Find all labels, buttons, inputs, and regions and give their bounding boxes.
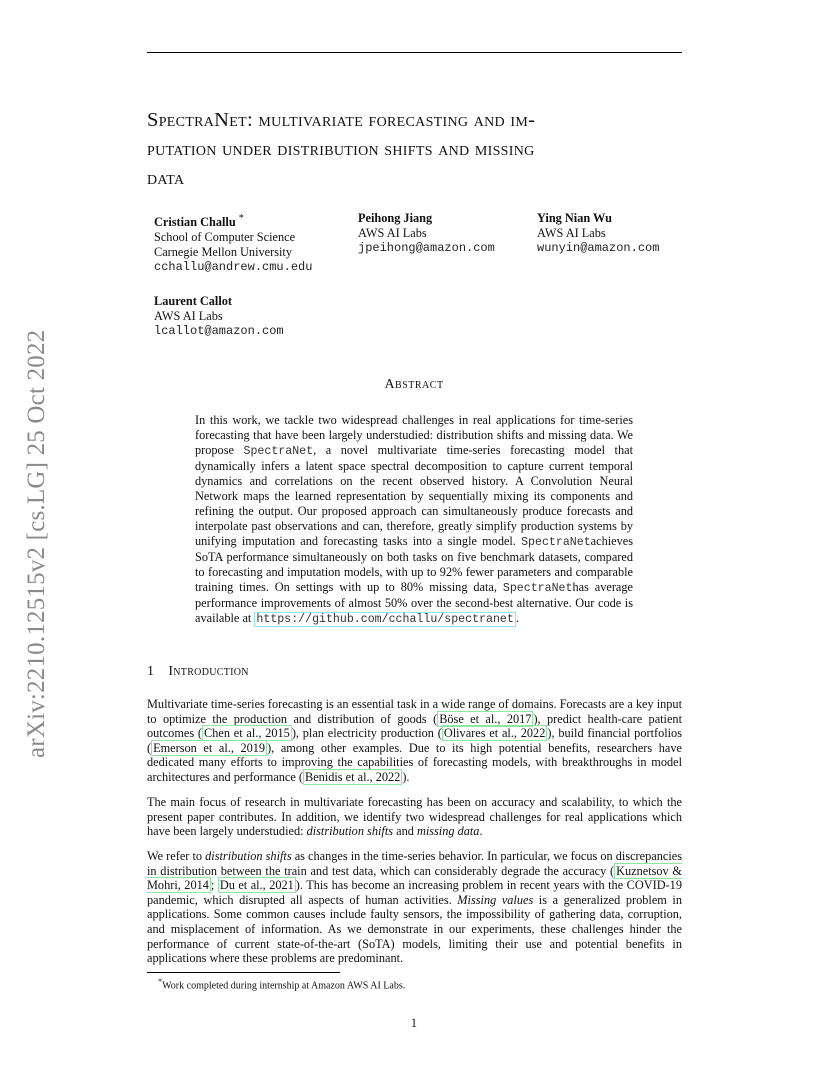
text-segment: ), among other examples. Due to its high potential benefits, researchers have dedicated many efforts to improving the capabilities of forecasting models, with breakthroughs in model architectures and performance ( [147, 740, 682, 784]
author-email[interactable]: lcallot@amazon.com [154, 324, 284, 338]
paper-title [147, 106, 692, 193]
abstract-segment: , a novel multivariate time-series forecasting model that dynamically infers a latent space spectral decomposition to capture current temporal dynamics and correlations on the recent observed history. A Convolution Neural Network maps the learned representation by sequentially mixing its components and refining the output. Our proposed approach can simultaneously produce forecasts and interpolate past observations and can, therefore, greatly simplify production systems by unifying imputation and forecasting tasks into a single model. [195, 443, 633, 548]
section-title: Introduction [168, 664, 249, 679]
text-segment: as changes in the time-series behavior. In particular, we focus on discrepancies in distribution between the train and test data, which can considerably degrade the accuracy ( [147, 849, 682, 878]
author-affiliation: AWS AI Labs [358, 226, 427, 240]
author-block-jiang [358, 211, 495, 256]
intro-paragraph-3 [147, 849, 682, 966]
title-line-1: SpectraNet: multivariate forecasting and im- [147, 109, 536, 131]
author-name: Laurent Callot [154, 294, 232, 308]
header-rule [147, 52, 682, 53]
emphasis-text: Missing values [457, 892, 534, 907]
abstract-segment: achieves SoTA performance simultaneously on both tasks on five benchmark datasets, compared to forecasting and imputation models, with up to 92% fewer parameters and comparable training times. On settings with up to 80% missing data, [195, 534, 633, 594]
footnote-mark: * [158, 977, 163, 986]
text-segment: The main focus of research in multivariate forecasting has been on accuracy and scalability, to which the present paper contributes. In addition, we identify two widespread challenges for real applications which have been largely understudied: [147, 795, 682, 839]
title-line-2: putation under distribution shifts and missing [147, 138, 535, 160]
citation-link[interactable]: Du et al., 2021 [219, 878, 294, 893]
abstract-segment: In this work, we tackle two widespread challenges in real applications for time-series forecasting that have been largely understudied: distribution shifts and missing data. We propose [195, 413, 633, 457]
intro-paragraph-2 [147, 795, 682, 839]
code-repository-link[interactable]: https://github.com/cchallu/spectranet [256, 613, 514, 626]
citation-link[interactable]: Emerson et al., 2019 [153, 740, 266, 755]
citation-link[interactable]: Kuznetsov & Mohri, 2014 [147, 863, 682, 893]
intro-paragraph-1 [147, 697, 682, 785]
page-number: 1 [410, 1016, 418, 1030]
author-block-wu [537, 211, 659, 256]
footnote-text: Work completed during internship at Amazon AWS AI Labs. [162, 980, 406, 992]
model-name-code: SpectraNet [243, 445, 314, 458]
author-name: Peihong Jiang [358, 211, 433, 225]
section-heading-introduction [147, 664, 249, 680]
section-number: 1 [147, 664, 155, 679]
abstract-text [195, 413, 633, 627]
abstract-segment: has average performance improvements of almost 50% over the second-best alternative. Our code is available at [195, 580, 633, 625]
citation-link[interactable]: Olivares et al., 2022 [443, 726, 546, 741]
author-affiliation: School of Computer Science [154, 230, 296, 245]
text-segment: ), build financial portfolios ( [147, 726, 682, 755]
author-block-challu [154, 211, 312, 275]
text-segment: ). This has become an increasing problem in recent years with the COVID-19 pandemic, which disrupted all aspects of human activities. [147, 878, 682, 907]
citation-link[interactable]: Benidis et al., 2022 [305, 769, 401, 784]
footnote [158, 977, 405, 991]
text-segment: . [479, 824, 483, 839]
abstract-segment: . [515, 611, 519, 625]
emphasis-text: missing data [416, 824, 480, 839]
author-block-callot [154, 294, 284, 339]
author-name: Cristian Challu [154, 215, 236, 230]
text-segment: Multivariate time-series forecasting is an essential task in a wide range of domains. Forecasts are a key input to optimize the production and distribution of goods ( [147, 697, 682, 726]
text-segment: and [393, 824, 417, 839]
arxiv-identifier-stamp[interactable]: arXiv:2210.12515v2 [cs.LG] 25 Oct 2022 [23, 329, 50, 758]
text-segment: We refer to [147, 849, 206, 863]
author-affiliation: AWS AI Labs [537, 226, 606, 240]
author-footnote-mark: * [238, 213, 244, 224]
text-segment: ), plan electricity production ( [291, 726, 442, 741]
author-name: Ying Nian Wu [537, 211, 612, 225]
model-name-code: SpectraNet [502, 582, 573, 595]
author-email[interactable]: wunyin@amazon.com [537, 241, 660, 255]
citation-link[interactable]: Chen et al., 2015 [204, 726, 290, 741]
text-segment: ). [402, 769, 410, 784]
author-affiliation: Carnegie Mellon University [154, 245, 292, 260]
text-segment: ), predict health-care patient outcomes ( [147, 711, 683, 741]
text-segment: is a generalized problem in applications. Some common causes include faulty sensors, the impossibility of gathering data, corruption, and misplacement of information. As we demonstrate in our experiments, these challenges hinder the performance of current state-of-the-art (SoTA) models, limiting their use and potential benefits in applications where these problems are predominant. [147, 892, 682, 966]
author-affiliation: AWS AI Labs [154, 309, 223, 323]
author-email[interactable]: cchallu@andrew.cmu.edu [154, 260, 313, 275]
model-name-code: SpectraNet [521, 536, 591, 549]
text-segment: ; [210, 878, 218, 893]
abstract-heading: Abstract [384, 377, 444, 392]
title-line-3: data [147, 167, 185, 189]
emphasis-text: distribution shifts [306, 824, 394, 839]
citation-link[interactable]: Böse et al., 2017 [439, 711, 532, 726]
footnote-rule [147, 972, 340, 973]
emphasis-text: distribution shifts [205, 849, 292, 863]
author-email[interactable]: jpeihong@amazon.com [358, 241, 495, 255]
